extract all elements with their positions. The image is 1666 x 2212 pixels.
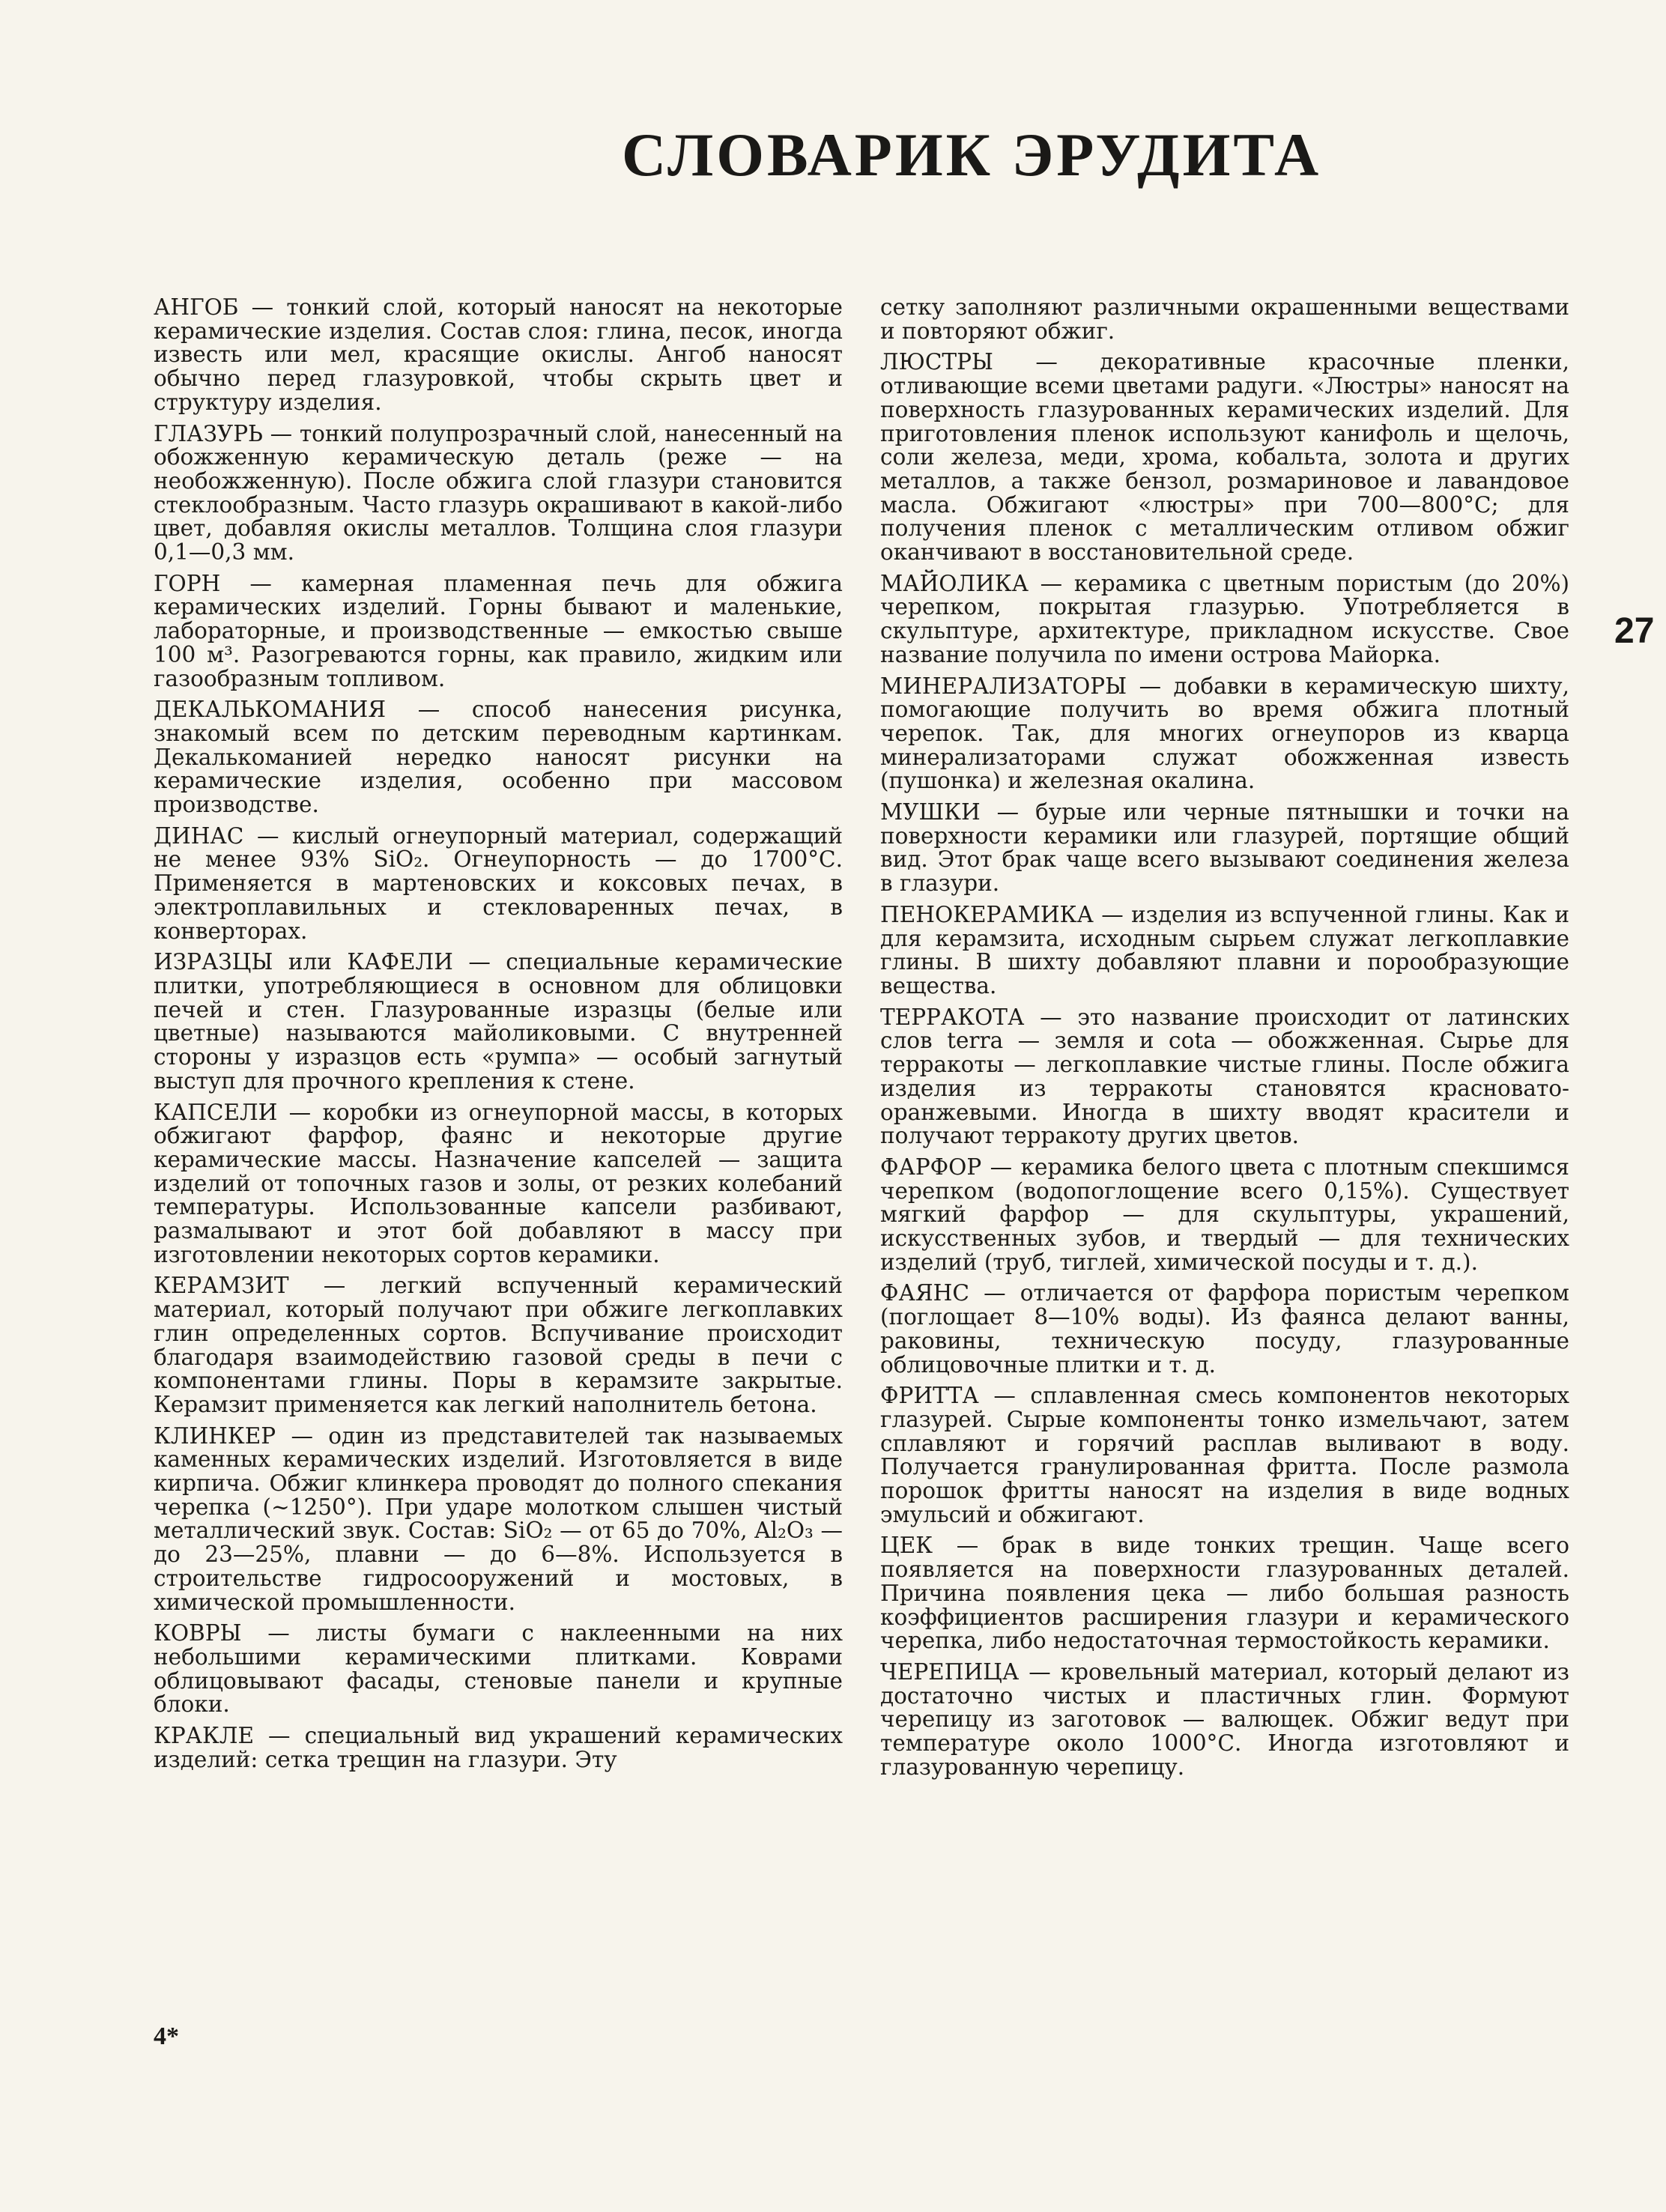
- dictionary-entry: ЦЕК — брак в виде тонких трещин. Чаще всего появляется на поверхности глазурованных деталей. Причина появления цека — либо большая разность коэффициентов расширения глазури и керамического черепка, либо недостаточная термостойкость керамики.: [880, 1533, 1569, 1654]
- dictionary-entry: АНГОБ — тонкий слой, который наносят на некоторые керамические изделия. Состав слоя: глина, песок, иногда известь или мел, красящие окислы. Ангоб наносят обычно перед глазуровкой, чтобы скрыть цвет и структуру изделия.: [154, 294, 843, 415]
- dictionary-entry: ДИНАС — кислый огнеупорный материал, содержащий не менее 93% SiO₂. Огнеупорность — до 1700°С. Применяется в мартеновских и коксовых печах, в электроплавильных и стекловаренных печах, в конверторах.: [154, 822, 843, 944]
- dictionary-entry: ФАЯНС — отличается от фарфора пористым черепком (поглощает 8—10% воды). Из фаянса делают ванны, раковины, техническую посуду, глазурованные облицовочные плитки и т. д.: [880, 1280, 1569, 1378]
- left-column: [154, 296, 843, 1779]
- dictionary-entry: ТЕРРАКОТА — это название происходит от латинских слов terra — земля и cota — обожженная. Сырье для терракоты — легкоплавкие чистые глины. После обжига изделия из терракоты становятся красновато-оранжевыми. Иногда в шихту вводят красители и получают терракоту других цветов.: [880, 1004, 1569, 1149]
- page-number: 27: [1614, 611, 1655, 651]
- dictionary-entry: МАЙОЛИКА — керамика с цветным пористым (до 20%) черепком, покрытая глазурью. Употребляется в скульптуре, архитектуре, прикладном искусстве. Свое название получила по имени острова Майорка.: [880, 570, 1569, 667]
- dictionary-entry: КОВРЫ — листы бумаги с наклеенными на них небольшими керамическими плитками. Коврами облицовывают фасады, стеновые панели и крупные блоки.: [154, 1620, 843, 1718]
- dictionary-entry: ГЛАЗУРЬ — тонкий полупрозрачный слой, нанесенный на обожженную керамическую деталь (реже — на необожженную). После обжига слой глазури становится стеклообразным. Часто глазурь окрашивают в какой-либо цвет, добавляя окислы металлов. Толщина слоя глазури 0,1—0,3 мм.: [154, 420, 843, 566]
- right-column: [880, 296, 1569, 1787]
- signature-mark: 4*: [154, 2022, 179, 2050]
- dictionary-entry: КЛИНКЕР — один из представителей так называемых каменных керамических изделий. Изготовляется в виде кирпича. Обжиг клинкера проводят до полного спекания черепка (~1250°). При ударе молотком слышен чистый металлический звук. Состав: SiO₂ — от 65 до 70%, Al₂O₃ — до 23—25%, плавни — до 6—8%. Используется в строительстве гидросооружений и мостовых, в химической промышленности.: [154, 1422, 843, 1615]
- dictionary-entry: МУШКИ — бурые или черные пятнышки и точки на поверхности керамики или глазурей, портящие общий вид. Этот брак чаще всего вызывают соединения железа в глазури.: [880, 799, 1569, 897]
- page-title: СЛОВАРИК ЭРУДИТА: [622, 121, 1322, 189]
- dictionary-entry: ФАРФОР — керамика белого цвета с плотным спекшимся черепком (водопоглощение всего 0,15%). Существует мягкий фарфор — для скульптуры, украшений, искусственных зубов, и твердый — для технических изделий (труб, тиглей, химической посуды и т. д.).: [880, 1154, 1569, 1275]
- dictionary-entry: КЕРАМЗИТ — легкий вспученный керамический материал, который получают при обжиге легкоплавких глин определенных сортов. Вспучивание происходит благодаря взаимодействию газовой среды в печи с компонентами глины. Поры в керамзите закрытые. Керамзит применяется как легкий наполнитель бетона.: [154, 1273, 843, 1417]
- dictionary-entry: ГОРН — камерная пламенная печь для обжига керамических изделий. Горны бывают и маленькие, лабораторные, и производственные — емкостью свыше 100 м³. Разогреваются горны, как правило, жидким или газообразным топливом.: [154, 570, 843, 691]
- dictionary-entry: сетку заполняют различными окрашенными веществами и повторяют обжиг.: [880, 294, 1569, 344]
- dictionary-entry: ИЗРАЗЦЫ или КАФЕЛИ — специальные керамические плитки, употребляющиеся в основном для облицовки печей и стен. Глазурованные изразцы (белые или цветные) называются майоликовыми. С внутренней стороны у изразцов есть «румпа» — особый загнутый выступ для прочного крепления к стене.: [154, 949, 843, 1094]
- dictionary-entry: КАПСЕЛИ — коробки из огнеупорной массы, в которых обжигают фарфор, фаянс и некоторые другие керамические массы. Назначение капселей — защита изделий от топочных газов и золы, от резких колебаний температуры. Использованные капсели разбивают, размалывают и этот бой добавляют в массу при изготовлении некоторых сортов керамики.: [154, 1099, 843, 1267]
- dictionary-entry: ДЕКАЛЬКОМАНИЯ — способ нанесения рисунка, знакомый всем по детским переводным картинкам. Декалькоманией нередко наносят рисунки на керамические изделия, особенно при массовом производстве.: [154, 697, 843, 818]
- dictionary-entry: ФРИТТА — сплавленная смесь компонентов некоторых глазурей. Сырые компоненты тонко измельчают, затем сплавляют и горячий расплав выливают в воду. Получается гранулированная фритта. После размола порошок фритты наносят на изделия в виде водных эмульсий и обжигают.: [880, 1383, 1569, 1527]
- dictionary-entry: КРАКЛЕ — специальный вид украшений керамических изделий: сетка трещин на глазури. Эту: [154, 1723, 843, 1772]
- dictionary-entry: ЧЕРЕПИЦА — кровельный материал, который делают из достаточно чистых и пластичных глин. Формуют черепицу из заготовок — валющек. Обжиг ведут при температуре около 1000°С. Иногда изготовляют и глазурованную черепицу.: [880, 1658, 1569, 1780]
- dictionary-entry: ЛЮСТРЫ — декоративные красочные пленки, отливающие всеми цветами радуги. «Люстры» наносят на поверхность глазурованных керамических изделий. Для приготовления пленок используют канифоль и щелочь, соли железа, меди, хрома, кобальта, золота и других металлов, а также бензол, розмариновое и лавандовое масла. Обжигают «люстры» при 700—800°С; для получения пленок с металлическим отливом обжиг оканчивают в восстановительной среде.: [880, 349, 1569, 566]
- dictionary-entry: ПЕНОКЕРАМИКА — изделия из вспученной глины. Как и для керамзита, исходным сырьем служат легкоплавкие глины. В шихту добавляют плавни и порообразующие вещества.: [880, 901, 1569, 999]
- dictionary-entry: МИНЕРАЛИЗАТОРЫ — добавки в керамическую шихту, помогающие получить во время обжига плотный черепок. Так, для многих огнеупоров из кварца минерализаторами служат обожженная известь (пушонка) и железная окалина.: [880, 673, 1569, 794]
